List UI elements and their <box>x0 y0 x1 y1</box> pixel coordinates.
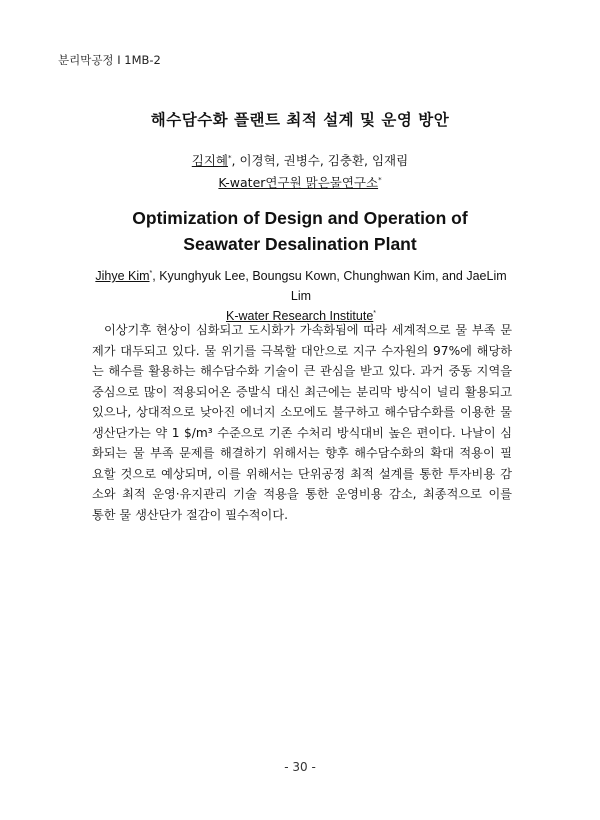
english-author-line <box>92 266 510 306</box>
abstract-line: 는 해수를 활용하는 해수담수화 기술이 큰 관심을 받고 있다. 과거 중동 지역을 <box>92 364 512 378</box>
english-title-line-2: Seawater Desalination Plant <box>183 234 417 254</box>
korean-authors <box>0 150 600 194</box>
korean-title: 해수담수화 플랜트 최적 설계 및 운영 방안 <box>150 111 450 129</box>
abstract-line: 소와 최적 운영·유지관리 기술 적용을 통한 운영비용 감소, 최종적으로 이를 <box>92 487 512 501</box>
english-authors <box>92 266 510 326</box>
abstract-line: 통한 물 생산단가 절감이 필수적이다. <box>92 507 288 522</box>
english-title <box>0 205 600 257</box>
lead-author-ko: 김지혜 <box>191 153 229 168</box>
running-header: 분리막공정 Ⅰ 1MB-2 <box>58 53 161 67</box>
coauthors-ko: , 이경혁, 권병수, 김충환, 임재림 <box>231 153 409 168</box>
english-title-line-1: Optimization of Design and Operation of <box>132 208 468 228</box>
korean-author-line <box>0 150 600 172</box>
affiliation-en-mark: * <box>373 309 377 317</box>
abstract-line: 화되는 물 부족 문제를 해결하기 위해서는 향후 해수담수화의 확대 적용이 필 <box>92 446 512 460</box>
coauthors-en: , Kyunghyuk Lee, Boungsu Kown, Chunghwan Kim, and JaeLim Lim <box>152 269 507 303</box>
abstract-line: 있으나, 상대적으로 낮아진 에너지 소모에도 불구하고 해수담수화를 이용한 물 <box>92 405 512 419</box>
affiliation-ko: K-water연구원 맑은물연구소 <box>218 175 379 190</box>
abstract-paragraph <box>92 320 512 525</box>
lead-author-ko-mark: * <box>228 153 232 162</box>
abstract-line: 제가 대두되고 있다. 물 위기를 극복할 대안으로 지구 수자원의 97%에 해당하 <box>92 343 512 358</box>
lead-author-en: Jihye Kim <box>95 269 150 283</box>
lead-author-en-mark: * <box>149 269 153 277</box>
abstract-line: 요할 것으로 예상되며, 이를 위해서는 단위공정 최적 설계를 통한 투자비용 감 <box>92 466 512 481</box>
affiliation-ko-mark: * <box>378 175 382 184</box>
page-number: - 30 - <box>284 760 316 774</box>
abstract-line: 이상기후 현상이 심화되고 도시화가 가속화됨에 따라 세계적으로 물 부족 문 <box>104 323 512 337</box>
abstract-line: 생산단가는 약 1 $/m³ 수준으로 기존 수처리 방식대비 높은 편이다. 나날이 심 <box>92 425 512 440</box>
affiliation-en: K-water Research Institute <box>225 309 374 323</box>
abstract-line: 중심으로 많이 적용되어온 증발식 대신 최근에는 분리막 방식이 널리 활용되고 <box>92 384 512 399</box>
korean-affiliation-line <box>0 172 600 194</box>
